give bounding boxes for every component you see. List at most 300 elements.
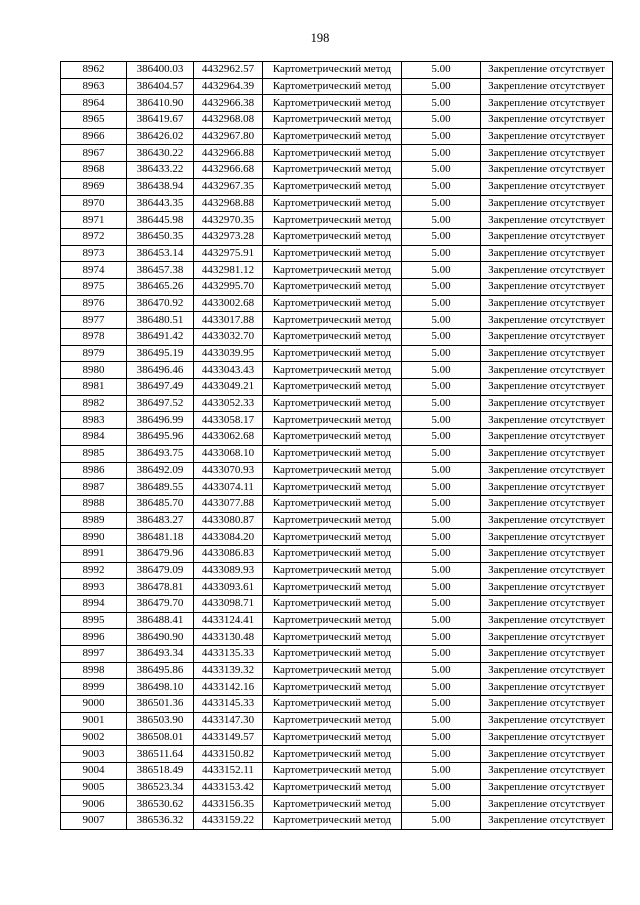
fixation-cell: Закрепление отсутствует [481,195,613,212]
point-number-cell: 8988 [61,495,127,512]
accuracy-cell: 5.00 [402,796,481,813]
accuracy-cell: 5.00 [402,78,481,95]
y-coordinate-cell: 4433153.42 [194,779,263,796]
x-coordinate-cell: 386489.55 [127,479,194,496]
point-number-cell: 8977 [61,312,127,329]
method-cell: Картометрический метод [263,612,402,629]
method-cell: Картометрический метод [263,212,402,229]
table-row [61,462,613,479]
accuracy-cell: 5.00 [402,195,481,212]
x-coordinate-cell: 386443.35 [127,195,194,212]
point-number-cell: 8967 [61,145,127,162]
method-cell: Картометрический метод [263,178,402,195]
accuracy-cell: 5.00 [402,729,481,746]
y-coordinate-cell: 4432966.88 [194,145,263,162]
point-number-cell: 9005 [61,779,127,796]
point-number-cell: 8989 [61,512,127,529]
accuracy-cell: 5.00 [402,596,481,613]
x-coordinate-cell: 386450.35 [127,228,194,245]
fixation-cell: Закрепление отсутствует [481,779,613,796]
table-row [61,112,613,129]
x-coordinate-cell: 386419.67 [127,112,194,129]
accuracy-cell: 5.00 [402,395,481,412]
method-cell: Картометрический метод [263,195,402,212]
table-row [61,729,613,746]
accuracy-cell: 5.00 [402,545,481,562]
x-coordinate-cell: 386496.99 [127,412,194,429]
fixation-cell: Закрепление отсутствует [481,245,613,262]
table-row [61,379,613,396]
method-cell: Картометрический метод [263,112,402,129]
y-coordinate-cell: 4433002.68 [194,295,263,312]
method-cell: Картометрический метод [263,562,402,579]
point-number-cell: 8997 [61,646,127,663]
table-row [61,596,613,613]
point-number-cell: 8980 [61,362,127,379]
method-cell: Картометрический метод [263,646,402,663]
method-cell: Картометрический метод [263,145,402,162]
y-coordinate-cell: 4433077.88 [194,495,263,512]
point-number-cell: 8971 [61,212,127,229]
point-number-cell: 8966 [61,128,127,145]
y-coordinate-cell: 4433093.61 [194,579,263,596]
x-coordinate-cell: 386493.75 [127,445,194,462]
method-cell: Картометрический метод [263,62,402,79]
method-cell: Картометрический метод [263,779,402,796]
accuracy-cell: 5.00 [402,429,481,446]
y-coordinate-cell: 4432970.35 [194,212,263,229]
table-row [61,429,613,446]
fixation-cell: Закрепление отсутствует [481,312,613,329]
x-coordinate-cell: 386453.14 [127,245,194,262]
accuracy-cell: 5.00 [402,579,481,596]
method-cell: Картометрический метод [263,362,402,379]
method-cell: Картометрический метод [263,712,402,729]
x-coordinate-cell: 386410.90 [127,95,194,112]
point-number-cell: 8976 [61,295,127,312]
method-cell: Картометрический метод [263,245,402,262]
x-coordinate-cell: 386498.10 [127,679,194,696]
y-coordinate-cell: 4433130.48 [194,629,263,646]
y-coordinate-cell: 4433159.22 [194,812,263,829]
x-coordinate-cell: 386478.81 [127,579,194,596]
method-cell: Картометрический метод [263,95,402,112]
y-coordinate-cell: 4433052.33 [194,395,263,412]
y-coordinate-cell: 4433089.93 [194,562,263,579]
point-number-cell: 8993 [61,579,127,596]
point-number-cell: 8962 [61,62,127,79]
x-coordinate-cell: 386497.49 [127,379,194,396]
fixation-cell: Закрепление отсутствует [481,78,613,95]
fixation-cell: Закрепление отсутствует [481,262,613,279]
method-cell: Картометрический метод [263,746,402,763]
point-number-cell: 8973 [61,245,127,262]
accuracy-cell: 5.00 [402,245,481,262]
accuracy-cell: 5.00 [402,379,481,396]
point-number-cell: 8983 [61,412,127,429]
point-number-cell: 8978 [61,329,127,346]
method-cell: Картометрический метод [263,228,402,245]
y-coordinate-cell: 4433152.11 [194,762,263,779]
x-coordinate-cell: 386479.70 [127,596,194,613]
method-cell: Картометрический метод [263,696,402,713]
y-coordinate-cell: 4433098.71 [194,596,263,613]
y-coordinate-cell: 4432981.12 [194,262,263,279]
fixation-cell: Закрепление отсутствует [481,579,613,596]
y-coordinate-cell: 4432995.70 [194,278,263,295]
table-row [61,145,613,162]
accuracy-cell: 5.00 [402,529,481,546]
table-row [61,345,613,362]
accuracy-cell: 5.00 [402,212,481,229]
fixation-cell: Закрепление отсутствует [481,679,613,696]
fixation-cell: Закрепление отсутствует [481,412,613,429]
x-coordinate-cell: 386495.19 [127,345,194,362]
x-coordinate-cell: 386404.57 [127,78,194,95]
point-number-cell: 9001 [61,712,127,729]
table-row [61,479,613,496]
fixation-cell: Закрепление отсутствует [481,746,613,763]
fixation-cell: Закрепление отсутствует [481,812,613,829]
method-cell: Картометрический метод [263,128,402,145]
accuracy-cell: 5.00 [402,779,481,796]
accuracy-cell: 5.00 [402,712,481,729]
method-cell: Картометрический метод [263,429,402,446]
fixation-cell: Закрепление отсутствует [481,612,613,629]
fixation-cell: Закрепление отсутствует [481,395,613,412]
fixation-cell: Закрепление отсутствует [481,362,613,379]
table-row [61,78,613,95]
method-cell: Картометрический метод [263,345,402,362]
accuracy-cell: 5.00 [402,662,481,679]
fixation-cell: Закрепление отсутствует [481,529,613,546]
method-cell: Картометрический метод [263,596,402,613]
table-row [61,395,613,412]
x-coordinate-cell: 386426.02 [127,128,194,145]
accuracy-cell: 5.00 [402,629,481,646]
x-coordinate-cell: 386495.86 [127,662,194,679]
point-number-cell: 8984 [61,429,127,446]
fixation-cell: Закрепление отсутствует [481,62,613,79]
point-number-cell: 9007 [61,812,127,829]
accuracy-cell: 5.00 [402,612,481,629]
accuracy-cell: 5.00 [402,228,481,245]
table-row [61,278,613,295]
fixation-cell: Закрепление отсутствует [481,228,613,245]
table-row [61,696,613,713]
x-coordinate-cell: 386433.22 [127,162,194,179]
fixation-cell: Закрепление отсутствует [481,295,613,312]
x-coordinate-cell: 386496.46 [127,362,194,379]
table-row [61,128,613,145]
y-coordinate-cell: 4433017.88 [194,312,263,329]
x-coordinate-cell: 386488.41 [127,612,194,629]
table-row [61,412,613,429]
method-cell: Картометрический метод [263,495,402,512]
y-coordinate-cell: 4433068.10 [194,445,263,462]
method-cell: Картометрический метод [263,512,402,529]
fixation-cell: Закрепление отсутствует [481,629,613,646]
fixation-cell: Закрепление отсутствует [481,128,613,145]
y-coordinate-cell: 4433145.33 [194,696,263,713]
accuracy-cell: 5.00 [402,512,481,529]
table-row [61,329,613,346]
accuracy-cell: 5.00 [402,812,481,829]
y-coordinate-cell: 4433074.11 [194,479,263,496]
table-row [61,245,613,262]
fixation-cell: Закрепление отсутствует [481,729,613,746]
method-cell: Картометрический метод [263,262,402,279]
method-cell: Картометрический метод [263,629,402,646]
table-row [61,779,613,796]
fixation-cell: Закрепление отсутствует [481,662,613,679]
y-coordinate-cell: 4433156.35 [194,796,263,813]
page-number: 198 [310,31,330,45]
fixation-cell: Закрепление отсутствует [481,345,613,362]
point-number-cell: 8974 [61,262,127,279]
fixation-cell: Закрепление отсутствует [481,479,613,496]
y-coordinate-cell: 4433039.95 [194,345,263,362]
x-coordinate-cell: 386479.96 [127,545,194,562]
x-coordinate-cell: 386445.98 [127,212,194,229]
point-number-cell: 8968 [61,162,127,179]
method-cell: Картометрический метод [263,812,402,829]
fixation-cell: Закрепление отсутствует [481,495,613,512]
x-coordinate-cell: 386518.49 [127,762,194,779]
x-coordinate-cell: 386480.51 [127,312,194,329]
x-coordinate-cell: 386536.32 [127,812,194,829]
accuracy-cell: 5.00 [402,128,481,145]
accuracy-cell: 5.00 [402,495,481,512]
table-row [61,228,613,245]
point-number-cell: 8979 [61,345,127,362]
table-row [61,796,613,813]
table-row [61,262,613,279]
y-coordinate-cell: 4433084.20 [194,529,263,546]
fixation-cell: Закрепление отсутствует [481,596,613,613]
accuracy-cell: 5.00 [402,295,481,312]
accuracy-cell: 5.00 [402,95,481,112]
y-coordinate-cell: 4432966.38 [194,95,263,112]
x-coordinate-cell: 386490.90 [127,629,194,646]
x-coordinate-cell: 386497.52 [127,395,194,412]
accuracy-cell: 5.00 [402,679,481,696]
accuracy-cell: 5.00 [402,312,481,329]
method-cell: Картометрический метод [263,412,402,429]
table-row [61,445,613,462]
x-coordinate-cell: 386491.42 [127,329,194,346]
table-row [61,629,613,646]
point-number-cell: 8998 [61,662,127,679]
point-number-cell: 8986 [61,462,127,479]
x-coordinate-cell: 386430.22 [127,145,194,162]
x-coordinate-cell: 386511.64 [127,746,194,763]
fixation-cell: Закрепление отсутствует [481,95,613,112]
fixation-cell: Закрепление отсутствует [481,462,613,479]
x-coordinate-cell: 386400.03 [127,62,194,79]
x-coordinate-cell: 386492.09 [127,462,194,479]
accuracy-cell: 5.00 [402,162,481,179]
method-cell: Картометрический метод [263,295,402,312]
y-coordinate-cell: 4432973.28 [194,228,263,245]
x-coordinate-cell: 386501.36 [127,696,194,713]
method-cell: Картометрический метод [263,312,402,329]
point-number-cell: 8981 [61,379,127,396]
fixation-cell: Закрепление отсутствует [481,112,613,129]
point-number-cell: 9000 [61,696,127,713]
point-number-cell: 8999 [61,679,127,696]
point-number-cell: 8992 [61,562,127,579]
method-cell: Картометрический метод [263,662,402,679]
x-coordinate-cell: 386479.09 [127,562,194,579]
y-coordinate-cell: 4432967.35 [194,178,263,195]
x-coordinate-cell: 386485.70 [127,495,194,512]
method-cell: Картометрический метод [263,278,402,295]
fixation-cell: Закрепление отсутствует [481,429,613,446]
accuracy-cell: 5.00 [402,262,481,279]
x-coordinate-cell: 386493.34 [127,646,194,663]
table-row [61,95,613,112]
table-row [61,662,613,679]
table-row [61,646,613,663]
point-number-cell: 8987 [61,479,127,496]
y-coordinate-cell: 4433135.33 [194,646,263,663]
y-coordinate-cell: 4433147.30 [194,712,263,729]
table-row [61,178,613,195]
x-coordinate-cell: 386481.18 [127,529,194,546]
fixation-cell: Закрепление отсутствует [481,545,613,562]
x-coordinate-cell: 386508.01 [127,729,194,746]
table-row [61,295,613,312]
point-number-cell: 9003 [61,746,127,763]
table-row [61,612,613,629]
table-row [61,212,613,229]
point-number-cell: 8995 [61,612,127,629]
fixation-cell: Закрепление отсутствует [481,162,613,179]
fixation-cell: Закрепление отсутствует [481,278,613,295]
accuracy-cell: 5.00 [402,696,481,713]
point-number-cell: 8982 [61,395,127,412]
method-cell: Картометрический метод [263,379,402,396]
table-row [61,579,613,596]
method-cell: Картометрический метод [263,579,402,596]
y-coordinate-cell: 4433070.93 [194,462,263,479]
accuracy-cell: 5.00 [402,412,481,429]
y-coordinate-cell: 4432967.80 [194,128,263,145]
accuracy-cell: 5.00 [402,646,481,663]
accuracy-cell: 5.00 [402,762,481,779]
y-coordinate-cell: 4433086.83 [194,545,263,562]
table-row [61,362,613,379]
y-coordinate-cell: 4432964.39 [194,78,263,95]
x-coordinate-cell: 386503.90 [127,712,194,729]
fixation-cell: Закрепление отсутствует [481,329,613,346]
y-coordinate-cell: 4433142.16 [194,679,263,696]
accuracy-cell: 5.00 [402,746,481,763]
y-coordinate-cell: 4432966.68 [194,162,263,179]
point-number-cell: 8965 [61,112,127,129]
point-number-cell: 8964 [61,95,127,112]
fixation-cell: Закрепление отсутствует [481,145,613,162]
y-coordinate-cell: 4433062.68 [194,429,263,446]
method-cell: Картометрический метод [263,762,402,779]
table-row [61,562,613,579]
table-row [61,162,613,179]
table-row [61,512,613,529]
point-number-cell: 8970 [61,195,127,212]
point-number-cell: 8972 [61,228,127,245]
method-cell: Картометрический метод [263,479,402,496]
table-row [61,495,613,512]
table-row [61,812,613,829]
method-cell: Картометрический метод [263,796,402,813]
method-cell: Картометрический метод [263,162,402,179]
point-number-cell: 8963 [61,78,127,95]
point-number-cell: 8996 [61,629,127,646]
method-cell: Картометрический метод [263,545,402,562]
y-coordinate-cell: 4432975.91 [194,245,263,262]
method-cell: Картометрический метод [263,529,402,546]
fixation-cell: Закрепление отсутствует [481,512,613,529]
coordinates-table-body [61,62,613,830]
x-coordinate-cell: 386465.26 [127,278,194,295]
x-coordinate-cell: 386438.94 [127,178,194,195]
method-cell: Картометрический метод [263,462,402,479]
table-row [61,312,613,329]
accuracy-cell: 5.00 [402,345,481,362]
accuracy-cell: 5.00 [402,145,481,162]
y-coordinate-cell: 4433043.43 [194,362,263,379]
table-row [61,762,613,779]
point-number-cell: 9006 [61,796,127,813]
y-coordinate-cell: 4433049.21 [194,379,263,396]
fixation-cell: Закрепление отсутствует [481,562,613,579]
table-row [61,195,613,212]
fixation-cell: Закрепление отсутствует [481,696,613,713]
method-cell: Картометрический метод [263,679,402,696]
table-row [61,712,613,729]
accuracy-cell: 5.00 [402,62,481,79]
y-coordinate-cell: 4433139.32 [194,662,263,679]
point-number-cell: 8990 [61,529,127,546]
accuracy-cell: 5.00 [402,479,481,496]
table-row [61,545,613,562]
fixation-cell: Закрепление отсутствует [481,212,613,229]
method-cell: Картометрический метод [263,445,402,462]
x-coordinate-cell: 386483.27 [127,512,194,529]
y-coordinate-cell: 4433058.17 [194,412,263,429]
fixation-cell: Закрепление отсутствует [481,379,613,396]
table-row [61,679,613,696]
y-coordinate-cell: 4433124.41 [194,612,263,629]
x-coordinate-cell: 386470.92 [127,295,194,312]
y-coordinate-cell: 4432962.57 [194,62,263,79]
fixation-cell: Закрепление отсутствует [481,712,613,729]
accuracy-cell: 5.00 [402,278,481,295]
point-number-cell: 9004 [61,762,127,779]
y-coordinate-cell: 4433149.57 [194,729,263,746]
accuracy-cell: 5.00 [402,445,481,462]
accuracy-cell: 5.00 [402,112,481,129]
accuracy-cell: 5.00 [402,362,481,379]
y-coordinate-cell: 4433032.70 [194,329,263,346]
method-cell: Картометрический метод [263,78,402,95]
accuracy-cell: 5.00 [402,178,481,195]
point-number-cell: 9002 [61,729,127,746]
point-number-cell: 8991 [61,545,127,562]
x-coordinate-cell: 386495.96 [127,429,194,446]
accuracy-cell: 5.00 [402,562,481,579]
